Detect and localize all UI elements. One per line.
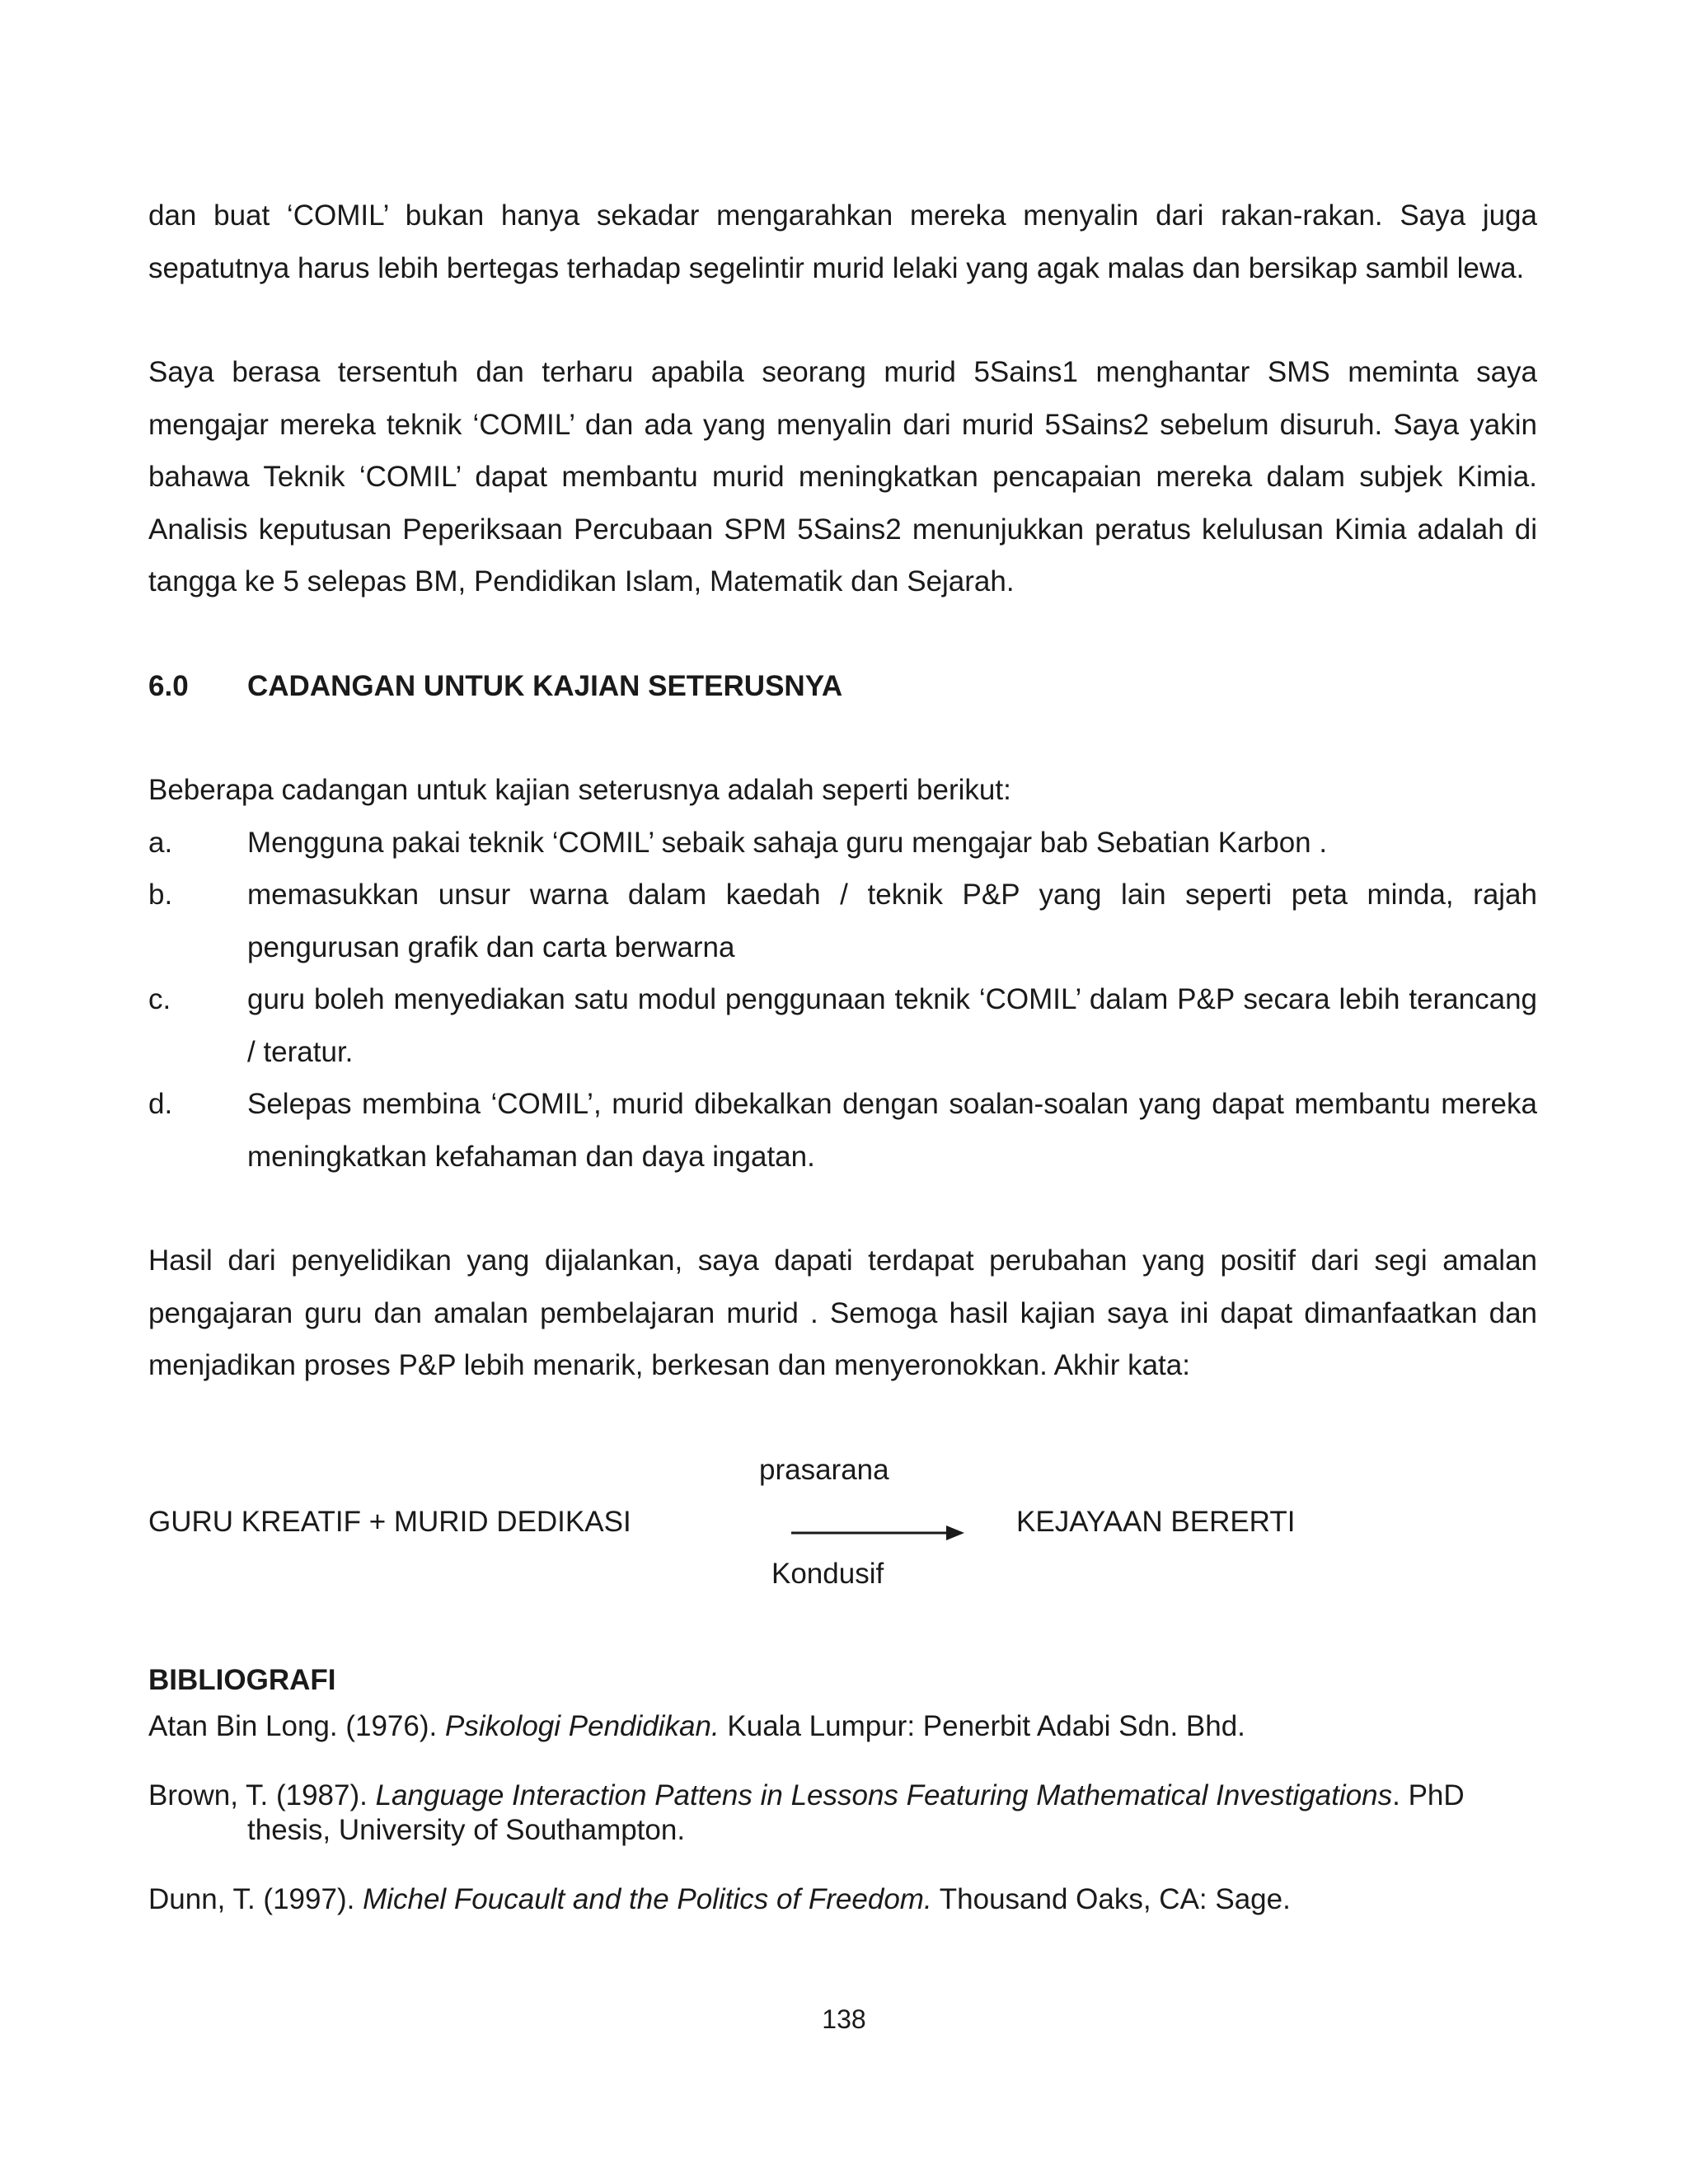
list-item-text: Mengguna pakai teknik ‘COMIL’ sebaik sahaja guru mengajar bab Sebatian Karbon . — [247, 826, 1328, 859]
document-page — [148, 190, 1537, 1917]
list-item-text: Selepas membina ‘COMIL’, murid dibekalkan dengan soalan-soalan yang dapat membantu mereka meningkatkan kefahaman dan daya ingatan. — [247, 1088, 1537, 1173]
section-intro: Beberapa cadangan untuk kajian seterusnya adalah seperti berikut: — [148, 774, 1011, 806]
success-formula — [148, 1444, 1537, 1601]
bib-publisher: Thousand Oaks, CA: Sage. — [931, 1883, 1291, 1915]
page-number: 138 — [822, 2004, 866, 2034]
section-heading — [148, 660, 1537, 713]
list-item — [148, 817, 1537, 869]
bib-author: Atan Bin Long. (1976). — [148, 1710, 445, 1742]
bibliography-entry — [148, 1779, 1537, 1848]
bib-title: Michel Foucault and the Politics of Freedom. — [363, 1883, 932, 1915]
formula-above-arrow: prasarana — [759, 1453, 889, 1486]
bib-title: Psikologi Pendidikan. — [444, 1710, 720, 1742]
list-item-text: guru boleh menyediakan satu modul penggunaan teknik ‘COMIL’ dalam P&P secara lebih terancang / teratur. — [247, 983, 1537, 1068]
bib-author: Dunn, T. (1997). — [148, 1883, 363, 1915]
section-title: CADANGAN UNTUK KAJIAN SETERUSNYA — [247, 669, 843, 702]
suggestion-list — [148, 817, 1537, 1183]
paragraph-1: dan buat ‘COMIL’ bukan hanya sekadar mengarahkan mereka menyalin dari rakan-rakan. Saya juga sepatutnya harus lebih bertegas terhadap segelintir murid lelaki yang agak malas dan bersikap sambil lewa. — [148, 199, 1537, 284]
paragraph-2: Saya berasa tersentuh dan terharu apabila seorang murid 5Sains1 menghantar SMS meminta saya mengajar mereka teknik ‘COMIL’ dan ada yang menyalin dari murid 5Sains2 sebelum disuruh. Saya yakin bahawa Teknik ‘COMIL’ dapat membantu murid meningkatkan pencapaian mereka dalam subjek Kimia. Analisis keputusan Peperiksaan Percubaan SPM 5Sains2 menunjukkan peratus kelulusan Kimia adalah di tangga ke 5 selepas BM, Pendidikan Islam, Matematik dan Sejarah. — [148, 356, 1537, 598]
bib-publisher: Kuala Lumpur: Penerbit Adabi Sdn. Bhd. — [719, 1710, 1245, 1742]
formula-below-arrow: Kondusif — [771, 1557, 884, 1590]
bib-author: Brown, T. (1987). — [148, 1779, 376, 1811]
list-item — [148, 973, 1537, 1078]
closing-paragraph: Hasil dari penyelidikan yang dijalankan, saya dapati terdapat perubahan yang positif dari segi amalan pengajaran guru dan amalan pembelajaran murid . Semoga hasil kajian saya ini dapat dimanfaatkan dan menjadikan proses P&P lebih menarik, berkesan dan menyeronokkan. Akhir kata: — [148, 1244, 1537, 1381]
formula-left: GURU KREATIF + MURID DEDIKASI — [148, 1505, 631, 1538]
section-number: 6.0 — [148, 669, 189, 702]
list-item-text: memasukkan unsur warna dalam kaedah / teknik P&P yang lain seperti peta minda, rajah pengurusan grafik dan carta berwarna — [247, 879, 1537, 963]
list-item-label: d. — [148, 1088, 173, 1120]
bib-publisher: . PhD thesis, University of Southampton. — [247, 1779, 1465, 1846]
list-item-label: c. — [148, 983, 171, 1015]
list-item-label: b. — [148, 879, 173, 911]
right-arrow-icon — [791, 1524, 964, 1542]
formula-right: KEJAYAAN BERERTI — [1016, 1505, 1296, 1538]
list-item — [148, 1078, 1537, 1183]
list-item-label: a. — [148, 826, 173, 859]
bibliography-title: BIBLIOGRAFI — [148, 1663, 336, 1696]
bibliography-entry — [148, 1709, 1537, 1744]
list-item — [148, 869, 1537, 973]
bib-title: Language Interaction Pattens in Lessons Featuring Mathematical Investigations — [375, 1779, 1393, 1811]
bibliography-entry — [148, 1882, 1537, 1917]
